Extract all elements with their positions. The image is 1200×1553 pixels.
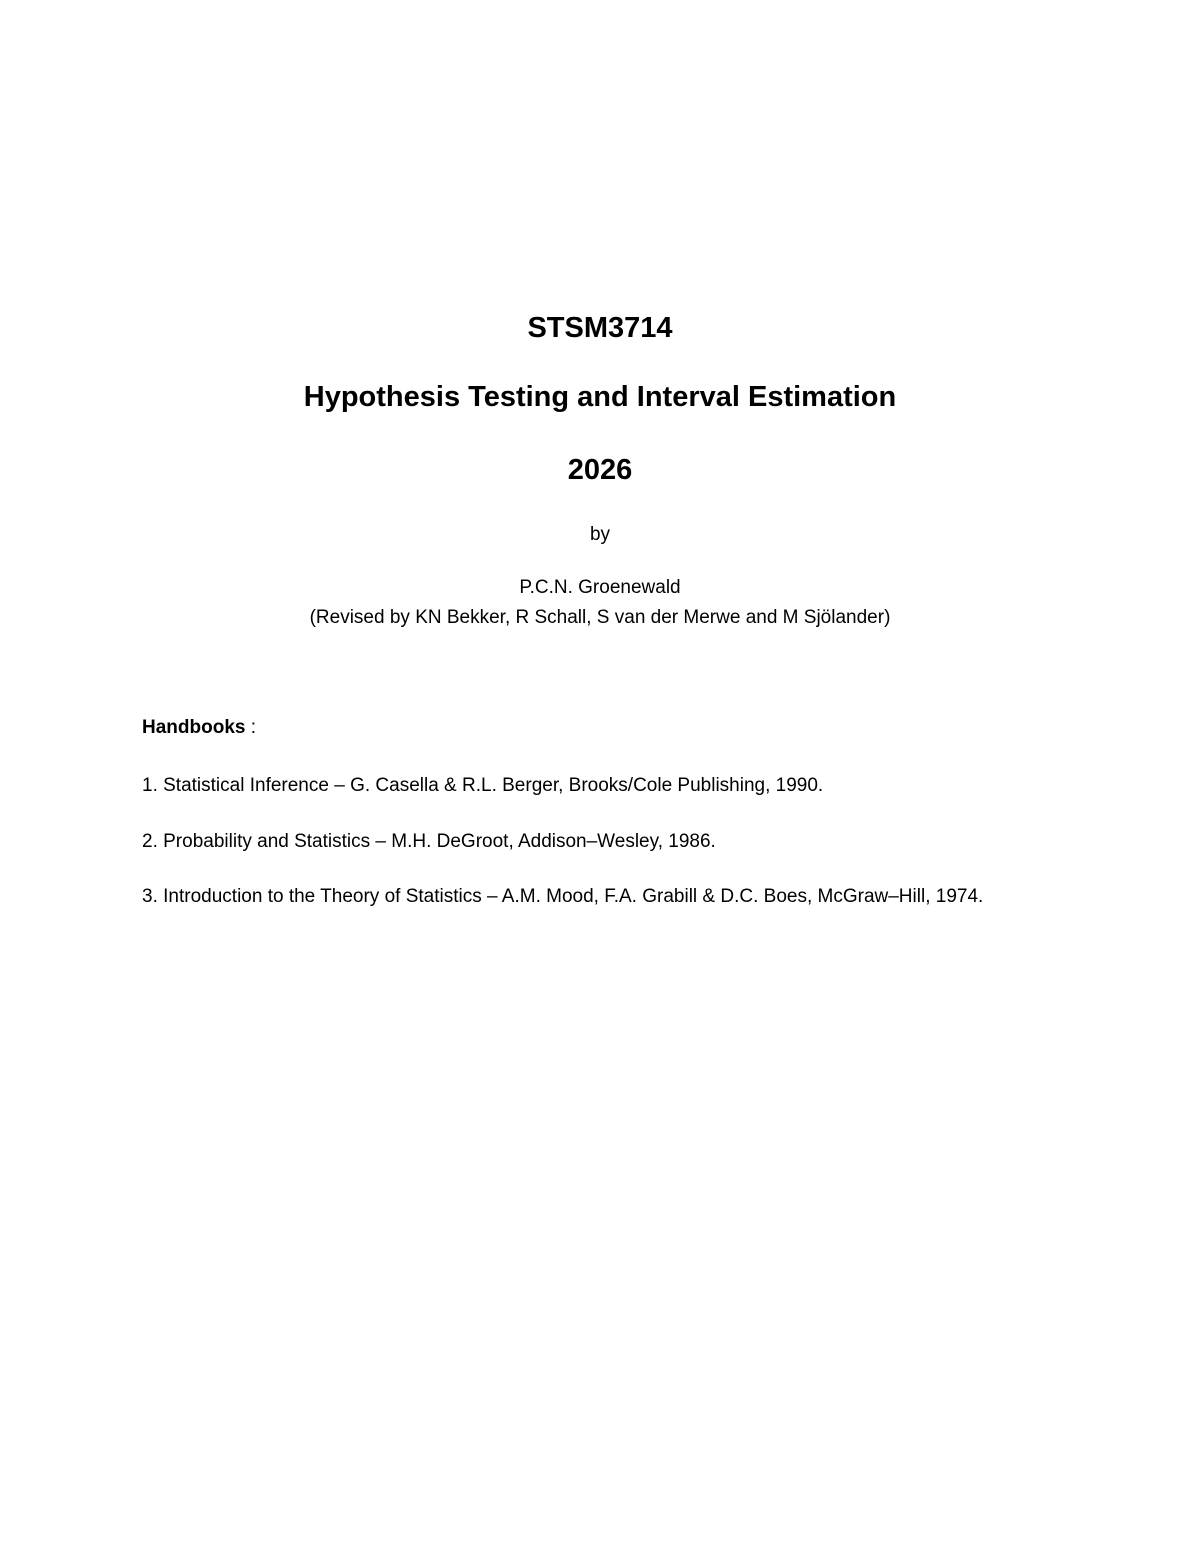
handbook-item-number: 2.: [142, 831, 158, 852]
handbooks-heading: [142, 717, 256, 739]
handbook-item-text: Statistical Inference – G. Casella & R.L. Berger, Brooks/Cole Publishing, 1990.: [157, 775, 824, 796]
course-year: 2026: [567, 454, 633, 486]
handbook-item-3: [142, 882, 1062, 912]
revised-by-line: (Revised by KN Bekker, R Schall, S van der Merwe and M Sjölander): [309, 607, 891, 628]
handbook-item-text: Probability and Statistics – M.H. DeGroot, Addison–Wesley, 1986.: [157, 831, 716, 852]
course-title: Hypothesis Testing and Interval Estimation: [303, 381, 897, 413]
author-name: P.C.N. Groenewald: [519, 577, 681, 598]
course-code: STSM3714: [527, 312, 673, 344]
handbook-item-1: [142, 771, 1062, 801]
handbooks-colon: :: [245, 717, 257, 738]
handbook-item-number: 3.: [142, 886, 158, 907]
by-label: by: [589, 524, 611, 545]
handbook-item-number: 1.: [142, 775, 158, 796]
handbooks-label: Handbooks: [142, 717, 246, 738]
handbook-item-2: [142, 827, 1062, 857]
handbook-item-text: Introduction to the Theory of Statistics – A.M. Mood, F.A. Grabill & D.C. Boes, McGraw–Hill, 1974.: [157, 886, 984, 907]
